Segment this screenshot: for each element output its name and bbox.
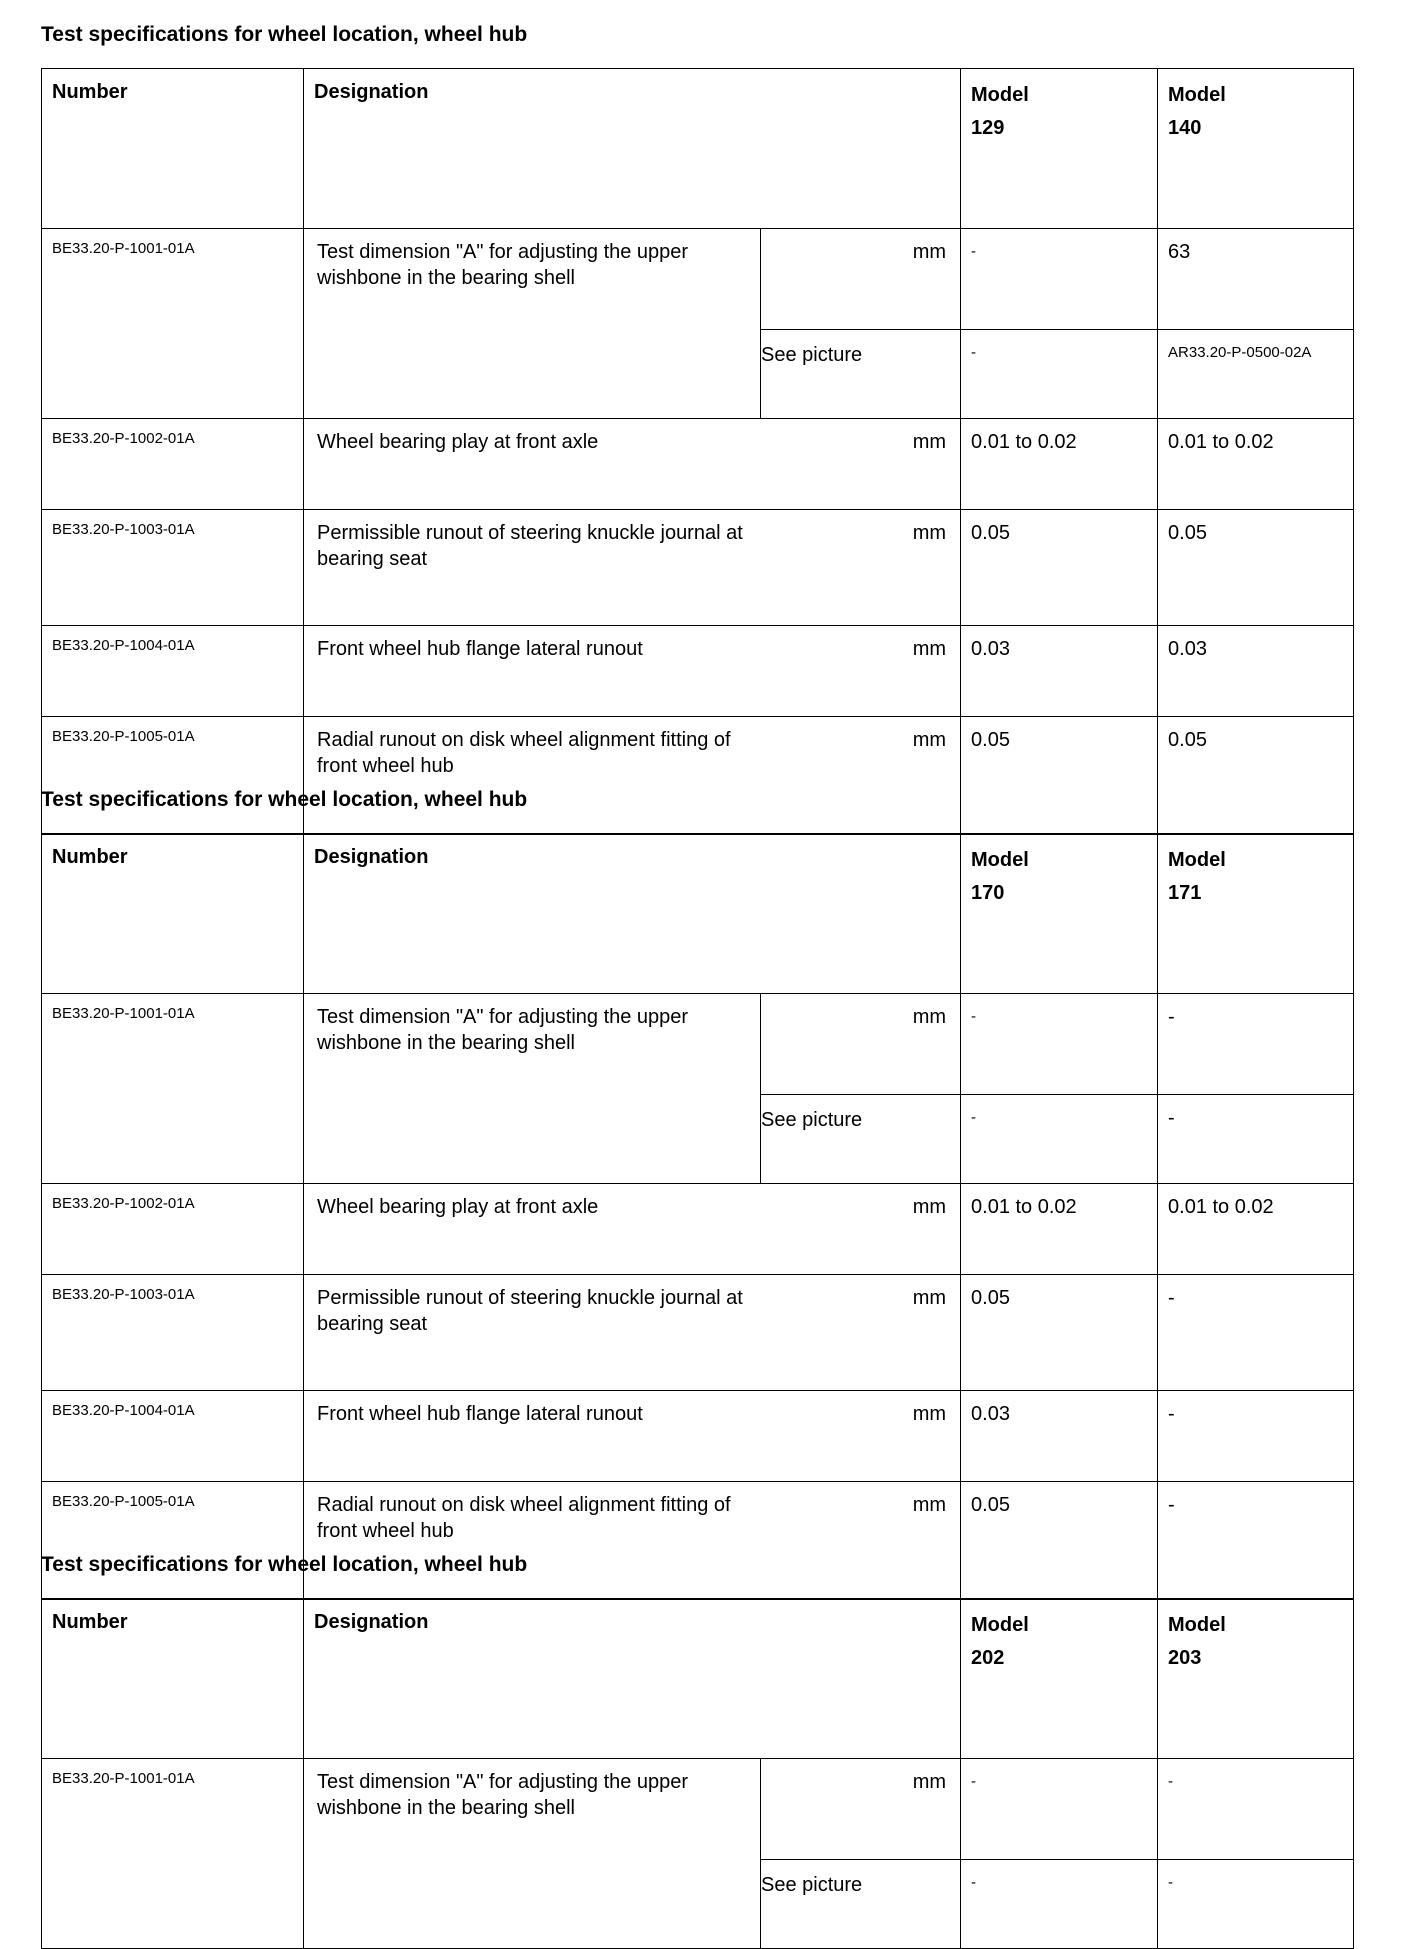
- see-picture-label: See picture: [761, 330, 961, 419]
- row-value-a: 0.01 to 0.02: [961, 1184, 1158, 1275]
- table-header-row: [42, 1599, 1354, 1759]
- table-row: [42, 1391, 1354, 1482]
- row-value-b: -: [1158, 1391, 1354, 1482]
- row-value-b: -: [1158, 994, 1354, 1095]
- spec-section-1: [41, 20, 1353, 835]
- table-row: [42, 510, 1354, 626]
- section-title: Test specifications for wheel location, wheel hub: [41, 1553, 528, 1576]
- row-value-b: 0.05: [1158, 510, 1354, 626]
- row-value-b: -: [1158, 1482, 1354, 1600]
- spec-section-2: [41, 785, 1353, 1600]
- model-a-header: Model 202: [961, 1599, 1158, 1759]
- row-unit: mm: [761, 419, 961, 510]
- row-designation: Test dimension "A" for adjusting the upper wishbone in the bearing shell: [304, 1759, 761, 1949]
- spec-section-3: [41, 1550, 1353, 1949]
- row-number: BE33.20-P-1003-01A: [42, 1275, 304, 1391]
- row-value-a: 0.05: [961, 1275, 1158, 1391]
- designation-header: Designation: [304, 834, 961, 994]
- table-header-row: [42, 69, 1354, 229]
- row-designation: Permissible runout of steering knuckle journal at bearing seat: [304, 510, 761, 626]
- row-value-a: 0.05: [961, 510, 1158, 626]
- number-header: Number: [42, 834, 304, 994]
- row-value-b: -: [1158, 1759, 1354, 1860]
- table-row: [42, 1275, 1354, 1391]
- see-value-a: -: [961, 1860, 1158, 1949]
- see-value-a: -: [961, 330, 1158, 419]
- row-unit: mm: [761, 229, 961, 330]
- row-unit: mm: [761, 994, 961, 1095]
- row-number: BE33.20-P-1002-01A: [42, 1184, 304, 1275]
- row-number: BE33.20-P-1001-01A: [42, 1759, 304, 1949]
- row-designation: Test dimension "A" for adjusting the upper wishbone in the bearing shell: [304, 994, 761, 1184]
- row-unit: mm: [761, 1391, 961, 1482]
- section-title: Test specifications for wheel location, wheel hub: [41, 788, 528, 811]
- number-header: Number: [42, 69, 304, 229]
- row-value-b: 0.01 to 0.02: [1158, 419, 1354, 510]
- row-unit: mm: [761, 1482, 961, 1600]
- spec-table: [41, 1598, 1354, 1949]
- row-number: BE33.20-P-1005-01A: [42, 1482, 304, 1600]
- table-row: [42, 626, 1354, 717]
- model-b-header: Model 203: [1158, 1599, 1354, 1759]
- row-value-a: 0.05: [961, 717, 1158, 835]
- row-value-a: 0.01 to 0.02: [961, 419, 1158, 510]
- see-value-a: -: [961, 1095, 1158, 1184]
- row-number: BE33.20-P-1004-01A: [42, 626, 304, 717]
- row-number: BE33.20-P-1001-01A: [42, 994, 304, 1184]
- table-row: [42, 1184, 1354, 1275]
- section-title: Test specifications for wheel location, wheel hub: [41, 23, 528, 46]
- row-number: BE33.20-P-1002-01A: [42, 419, 304, 510]
- see-value-b: -: [1158, 1860, 1354, 1949]
- model-b-header: Model 171: [1158, 834, 1354, 994]
- spec-table: [41, 833, 1354, 1600]
- see-value-b: AR33.20-P-0500-02A: [1158, 330, 1354, 419]
- see-picture-label: See picture: [761, 1860, 961, 1949]
- number-header: Number: [42, 1599, 304, 1759]
- row-designation: Front wheel hub flange lateral runout: [304, 1391, 761, 1482]
- table-row: [42, 419, 1354, 510]
- row-value-a: -: [961, 229, 1158, 330]
- row-value-b: 0.03: [1158, 626, 1354, 717]
- row-designation: Wheel bearing play at front axle: [304, 419, 761, 510]
- model-a-header: Model 170: [961, 834, 1158, 994]
- designation-header: Designation: [304, 1599, 961, 1759]
- row-value-b: 63: [1158, 229, 1354, 330]
- row-number: BE33.20-P-1003-01A: [42, 510, 304, 626]
- row-designation: Wheel bearing play at front axle: [304, 1184, 761, 1275]
- table-header-row: [42, 834, 1354, 994]
- row-designation: Test dimension "A" for adjusting the upper wishbone in the bearing shell: [304, 229, 761, 419]
- row-unit: mm: [761, 510, 961, 626]
- row-number: BE33.20-P-1005-01A: [42, 717, 304, 835]
- model-b-header: Model 140: [1158, 69, 1354, 229]
- row-value-b: 0.05: [1158, 717, 1354, 835]
- row-designation: Front wheel hub flange lateral runout: [304, 626, 761, 717]
- row-value-a: 0.05: [961, 1482, 1158, 1600]
- spec-table: [41, 68, 1354, 835]
- designation-header: Designation: [304, 69, 961, 229]
- row-unit: mm: [761, 626, 961, 717]
- row-value-a: -: [961, 994, 1158, 1095]
- row-number: BE33.20-P-1004-01A: [42, 1391, 304, 1482]
- row-unit: mm: [761, 1275, 961, 1391]
- row-designation: Radial runout on disk wheel alignment fitting of front wheel hub: [304, 1482, 761, 1600]
- see-picture-label: See picture: [761, 1095, 961, 1184]
- model-a-header: Model 129: [961, 69, 1158, 229]
- row-value-a: 0.03: [961, 626, 1158, 717]
- row-value-a: -: [961, 1759, 1158, 1860]
- see-value-b: -: [1158, 1095, 1354, 1184]
- row-designation: Permissible runout of steering knuckle journal at bearing seat: [304, 1275, 761, 1391]
- row-unit: mm: [761, 717, 961, 835]
- row-designation: Radial runout on disk wheel alignment fitting of front wheel hub: [304, 717, 761, 835]
- row-value-b: -: [1158, 1275, 1354, 1391]
- row-number: BE33.20-P-1001-01A: [42, 229, 304, 419]
- row-value-a: 0.03: [961, 1391, 1158, 1482]
- row-value-b: 0.01 to 0.02: [1158, 1184, 1354, 1275]
- table-row: [42, 229, 1354, 330]
- row-unit: mm: [761, 1759, 961, 1860]
- table-row: [42, 1759, 1354, 1860]
- row-unit: mm: [761, 1184, 961, 1275]
- table-row: [42, 994, 1354, 1095]
